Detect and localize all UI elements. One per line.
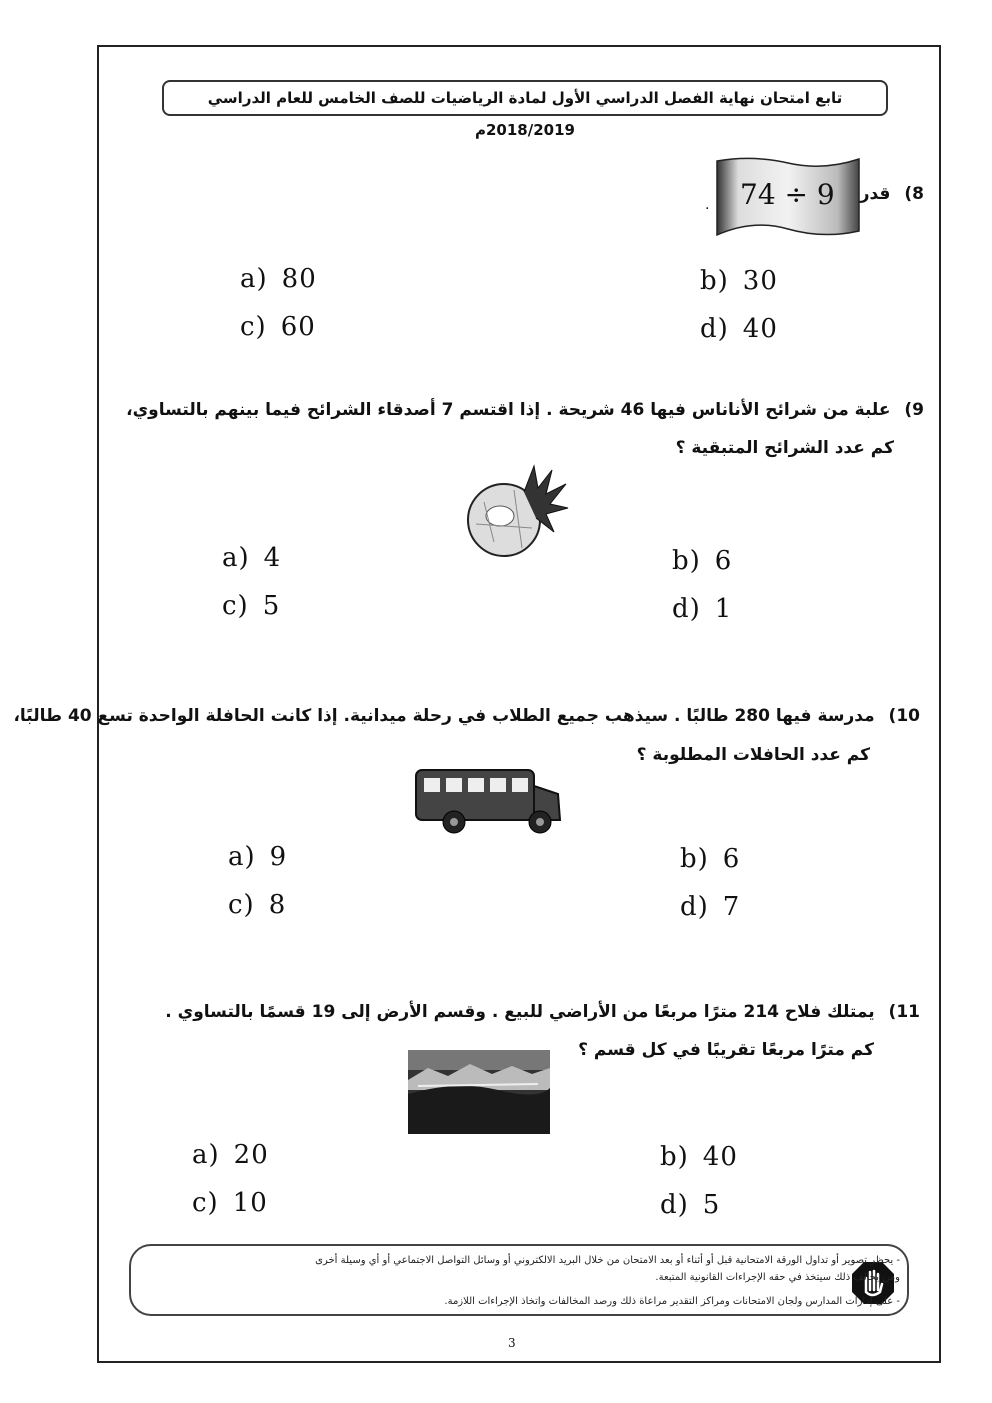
option-b[interactable]: b) 30 bbox=[700, 266, 778, 296]
question-8 bbox=[860, 184, 924, 204]
trailing-dot: . bbox=[705, 197, 710, 213]
option-d[interactable]: d) 5 bbox=[660, 1190, 721, 1220]
option-d[interactable]: d) 7 bbox=[680, 892, 741, 922]
option-c[interactable]: c) 5 bbox=[222, 591, 281, 621]
page-number: 3 bbox=[508, 1336, 516, 1350]
option-a[interactable]: a) 80 bbox=[240, 264, 317, 294]
question-9-line2: كم عدد الشرائح المتبقية ؟ bbox=[675, 438, 894, 458]
question-number: 9) bbox=[904, 400, 924, 420]
option-c[interactable]: c) 8 bbox=[228, 890, 287, 920]
question-number: 11) bbox=[888, 1002, 920, 1022]
notice-line-3: - على إدارات المدارس ولجان الامتحانات ومراكز التقدير مراعاة ذلك ورصد المخالفات واتخاذ الإجراءات اللازمة. bbox=[444, 1296, 900, 1307]
question-10-line2: كم عدد الحافلات المطلوبة ؟ bbox=[636, 745, 870, 765]
option-b[interactable]: b) 6 bbox=[672, 546, 733, 576]
division-expression: 74 ÷ 9 bbox=[740, 178, 835, 211]
notice-line-1: - يحظر تصوير أو تداول الورقة الامتحانية قبل أو أثناء أو بعد الامتحان من خلال البريد الالكتروني أو وسائل التواصل الاجتماعي أو أي وسيلة أخرى bbox=[315, 1255, 900, 1266]
option-b[interactable]: b) 40 bbox=[660, 1142, 738, 1172]
question-text: يمتلك فلاح 214 مترًا مربعًا من الأراضي للبيع . وقسم الأرض إلى 19 قسمًا بالتساوي . bbox=[165, 1002, 875, 1022]
bus-icon bbox=[412, 764, 564, 838]
option-a[interactable]: a) 4 bbox=[222, 543, 282, 573]
pineapple-icon bbox=[464, 462, 572, 562]
option-a[interactable]: a) 9 bbox=[228, 842, 288, 872]
question-number: 8) bbox=[904, 184, 924, 204]
exam-header bbox=[162, 80, 888, 139]
option-c[interactable]: c) 60 bbox=[240, 312, 316, 342]
question-9 bbox=[126, 400, 924, 420]
question-11-line2: كم مترًا مربعًا تقريبًا في كل قسم ؟ bbox=[578, 1040, 874, 1060]
option-b[interactable]: b) 6 bbox=[680, 844, 741, 874]
option-d[interactable]: d) 1 bbox=[672, 594, 733, 624]
option-a[interactable]: a) 20 bbox=[192, 1140, 269, 1170]
exam-header-title: تابع امتحان نهاية الفصل الدراسي الأول لمادة الرياضيات للصف الخامس للعام الدراسي 2018/2019م bbox=[207, 89, 843, 139]
option-d[interactable]: d) 40 bbox=[700, 314, 778, 344]
question-number: 10) bbox=[888, 706, 920, 726]
question-text: مدرسة فيها 280 طالبًا . سيذهب جميع الطلاب في رحلة ميدانية. إذا كانت الحافلة الواحدة تسع 40 طالبًا، bbox=[13, 706, 875, 726]
question-text: قدر bbox=[859, 184, 891, 204]
question-11 bbox=[165, 1002, 920, 1022]
question-text: علبة من شرائح الأناناس فيها 46 شريحة . إذا اقتسم 7 أصدقاء الشرائح فيما بينهم بالتساوي، bbox=[126, 400, 891, 420]
option-c[interactable]: c) 10 bbox=[192, 1188, 268, 1218]
question-10 bbox=[13, 706, 920, 726]
notice-line-2: ومن يخالف ذلك سيتخذ في حقه الإجراءات القانونية المتبعة. bbox=[655, 1272, 900, 1283]
landscape-icon bbox=[408, 1050, 550, 1134]
